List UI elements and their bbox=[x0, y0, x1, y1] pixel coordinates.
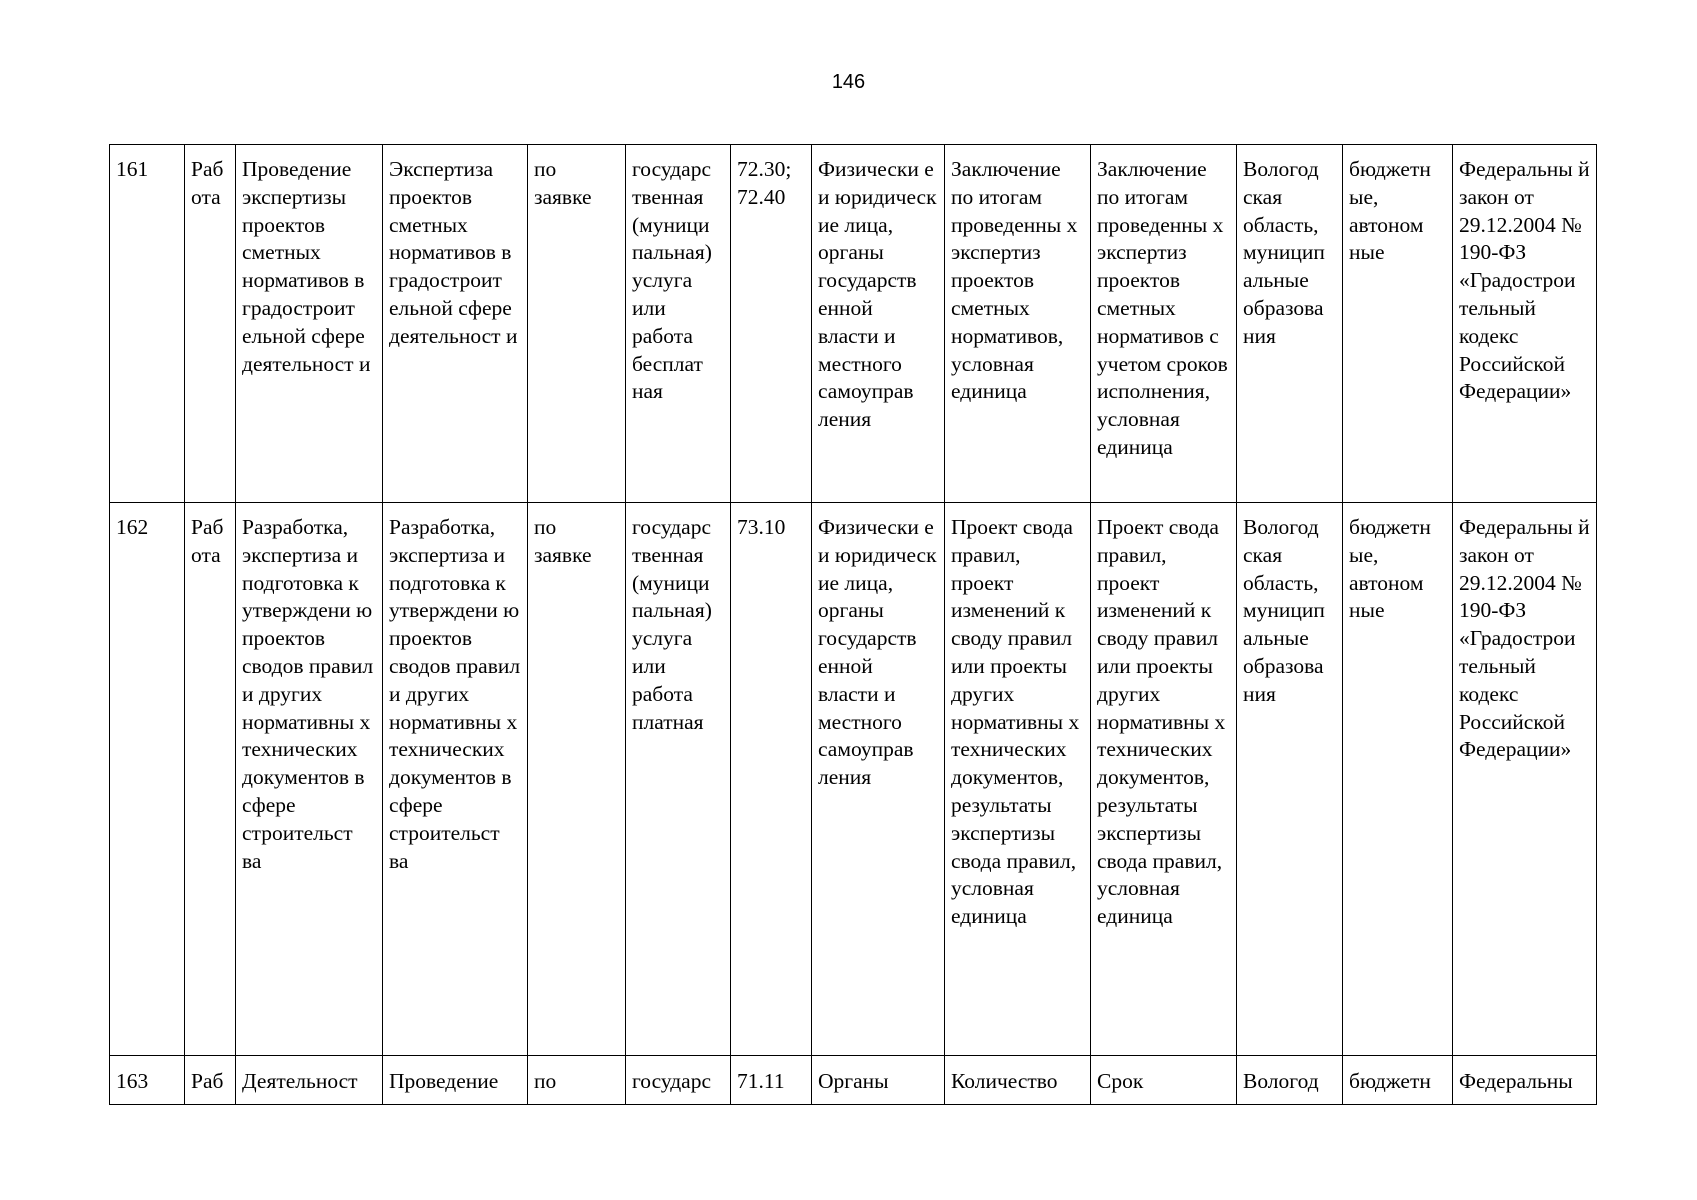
consumers-cell: Физически е и юридическ ие лица, органы государств енной власти и местного самоуправ ления bbox=[812, 503, 945, 1056]
content-cell: Разработка, экспертиза и подготовка к утверждени ю проектов сводов правил и других нормативны х технических документов в сфере строительст ва bbox=[383, 503, 528, 1056]
volume-cell: Заключение по итогам проведенны х экспертиз проектов сметных нормативов, условная единица bbox=[945, 145, 1091, 503]
services-registry-table bbox=[109, 144, 1597, 1105]
kind-cell: Раб bbox=[185, 1056, 236, 1105]
row-number-cell: 162 bbox=[110, 503, 185, 1056]
terms-cell: по заявке bbox=[528, 145, 626, 503]
page-number: 146 bbox=[831, 71, 866, 93]
institutions-cell: бюджетн bbox=[1343, 1056, 1453, 1105]
institutions-cell: бюджетн ые, автоном ные bbox=[1343, 145, 1453, 503]
law-cell: Федеральны й закон от 29.12.2004 № 190-ФЗ «Градострои тельный кодекс Российской Федерации» bbox=[1453, 145, 1597, 503]
kind-cell: Раб ота bbox=[185, 503, 236, 1056]
table-row bbox=[110, 503, 1597, 1056]
name-cell: Разработка, экспертиза и подготовка к утверждени ю проектов сводов правил и других нормативны х технических документов в сфере строительст ва bbox=[236, 503, 383, 1056]
law-cell: Федеральны bbox=[1453, 1056, 1597, 1105]
law-cell: Федеральны й закон от 29.12.2004 № 190-ФЗ «Градострои тельный кодекс Российской Федерации» bbox=[1453, 503, 1597, 1056]
row-number-cell: 161 bbox=[110, 145, 185, 503]
institutions-cell: бюджетн ые, автоном ные bbox=[1343, 503, 1453, 1056]
terms-cell: по заявке bbox=[528, 503, 626, 1056]
territory-cell: Вологод ская область, муницип альные образова ния bbox=[1237, 503, 1343, 1056]
type-cell: государс твенная (муници пальная) услуга или работа бесплат ная bbox=[626, 145, 731, 503]
territory-cell: Вологод bbox=[1237, 1056, 1343, 1105]
type-cell: государс твенная (муници пальная) услуга или работа платная bbox=[626, 503, 731, 1056]
row-number-cell: 163 bbox=[110, 1056, 185, 1105]
table-row bbox=[110, 145, 1597, 503]
quality-cell: Заключение по итогам проведенны х экспертиз проектов сметных нормативов с учетом сроков исполнения, условная единица bbox=[1091, 145, 1237, 503]
okved-cell: 73.10 bbox=[731, 503, 812, 1056]
kind-cell: Раб ота bbox=[185, 145, 236, 503]
type-cell: государс bbox=[626, 1056, 731, 1105]
volume-cell: Количество bbox=[945, 1056, 1091, 1105]
name-cell: Проведение экспертизы проектов сметных нормативов в градостроит ельной сфере деятельност и bbox=[236, 145, 383, 503]
table-row bbox=[110, 1056, 1597, 1105]
quality-cell: Проект свода правил, проект изменений к своду правил или проекты других нормативны х технических документов, результаты экспертизы свода правил, условная единица bbox=[1091, 503, 1237, 1056]
consumers-cell: Органы bbox=[812, 1056, 945, 1105]
quality-cell: Срок bbox=[1091, 1056, 1237, 1105]
terms-cell: по bbox=[528, 1056, 626, 1105]
okved-cell: 72.30; 72.40 bbox=[731, 145, 812, 503]
content-cell: Экспертиза проектов сметных нормативов в градостроит ельной сфере деятельност и bbox=[383, 145, 528, 503]
volume-cell: Проект свода правил, проект изменений к своду правил или проекты других нормативны х технических документов, результаты экспертизы свода правил, условная единица bbox=[945, 503, 1091, 1056]
territory-cell: Вологод ская область, муницип альные образова ния bbox=[1237, 145, 1343, 503]
okved-cell: 71.11 bbox=[731, 1056, 812, 1105]
consumers-cell: Физически е и юридическ ие лица, органы государств енной власти и местного самоуправ ления bbox=[812, 145, 945, 503]
name-cell: Деятельност bbox=[236, 1056, 383, 1105]
content-cell: Проведение bbox=[383, 1056, 528, 1105]
